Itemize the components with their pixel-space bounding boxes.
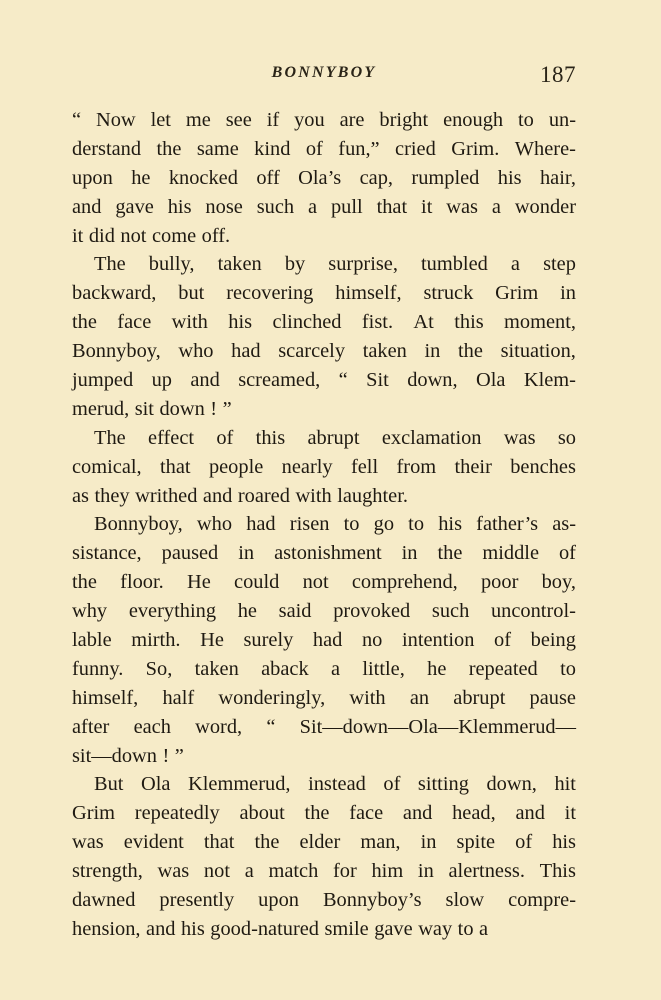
text-line: backward, but recovering himself, struck Grim in — [72, 282, 576, 305]
text-line: why everything he said provoked such uncontrol- — [72, 600, 576, 623]
text-line: the face with his clinched fist. At this moment, — [72, 311, 576, 334]
text-line: Bonnyboy, who had risen to go to his father’s as- — [94, 513, 576, 536]
text-line: upon he knocked off Ola’s cap, rumpled his hair, — [72, 166, 576, 189]
paragraph — [72, 250, 576, 423]
page-header — [72, 62, 576, 92]
paragraph — [72, 106, 576, 250]
paragraph — [72, 770, 576, 943]
text-line: derstand the same kind of fun,” cried Grim. Where- — [72, 137, 576, 160]
text-line: sit—down ! ” — [72, 744, 184, 767]
text-line: as they writhed and roared with laughter. — [72, 484, 408, 507]
body-text — [72, 106, 576, 944]
text-line: after each word, “ Sit—down—Ola—Klemmerud— — [72, 715, 576, 738]
text-line: The bully, taken by surprise, tumbled a step — [94, 253, 576, 276]
text-line: “ Now let me see if you are bright enough to un- — [72, 109, 576, 131]
text-line: was evident that the elder man, in spite of his — [72, 831, 576, 854]
text-line: the floor. He could not comprehend, poor boy, — [72, 571, 576, 594]
text-line: Grim repeatedly about the face and head, and it — [72, 802, 576, 825]
text-line: sistance, paused in astonishment in the middle of — [72, 542, 576, 565]
text-line: hension, and his good-natured smile gave way to a — [72, 917, 489, 940]
text-line: himself, half wonderingly, with an abrupt pause — [72, 686, 576, 709]
text-line: and gave his nose such a pull that it was a wonder — [72, 195, 576, 218]
paragraph — [72, 424, 576, 511]
text-line: Bonnyboy, who had scarcely taken in the situation, — [72, 340, 576, 363]
text-line: dawned presently upon Bonnyboy’s slow compre- — [72, 889, 576, 912]
text-line: The effect of this abrupt exclamation was so — [94, 426, 576, 449]
page-number: 187 — [540, 62, 576, 87]
text-line: But Ola Klemmerud, instead of sitting down, hit — [94, 773, 576, 796]
text-line: jumped up and screamed, “ Sit down, Ola Klem- — [72, 369, 576, 392]
text-line: merud, sit down ! ” — [72, 397, 232, 420]
text-line: lable mirth. He surely had no intention of being — [72, 629, 576, 652]
text-line: strength, was not a match for him in alertness. This — [72, 860, 576, 883]
paragraph — [72, 510, 576, 770]
text-line: comical, that people nearly fell from their benches — [72, 455, 576, 478]
running-title: BONNYBOY — [271, 64, 377, 81]
text-line: it did not come off. — [72, 224, 231, 247]
text-line: funny. So, taken aback a little, he repeated to — [72, 657, 576, 680]
